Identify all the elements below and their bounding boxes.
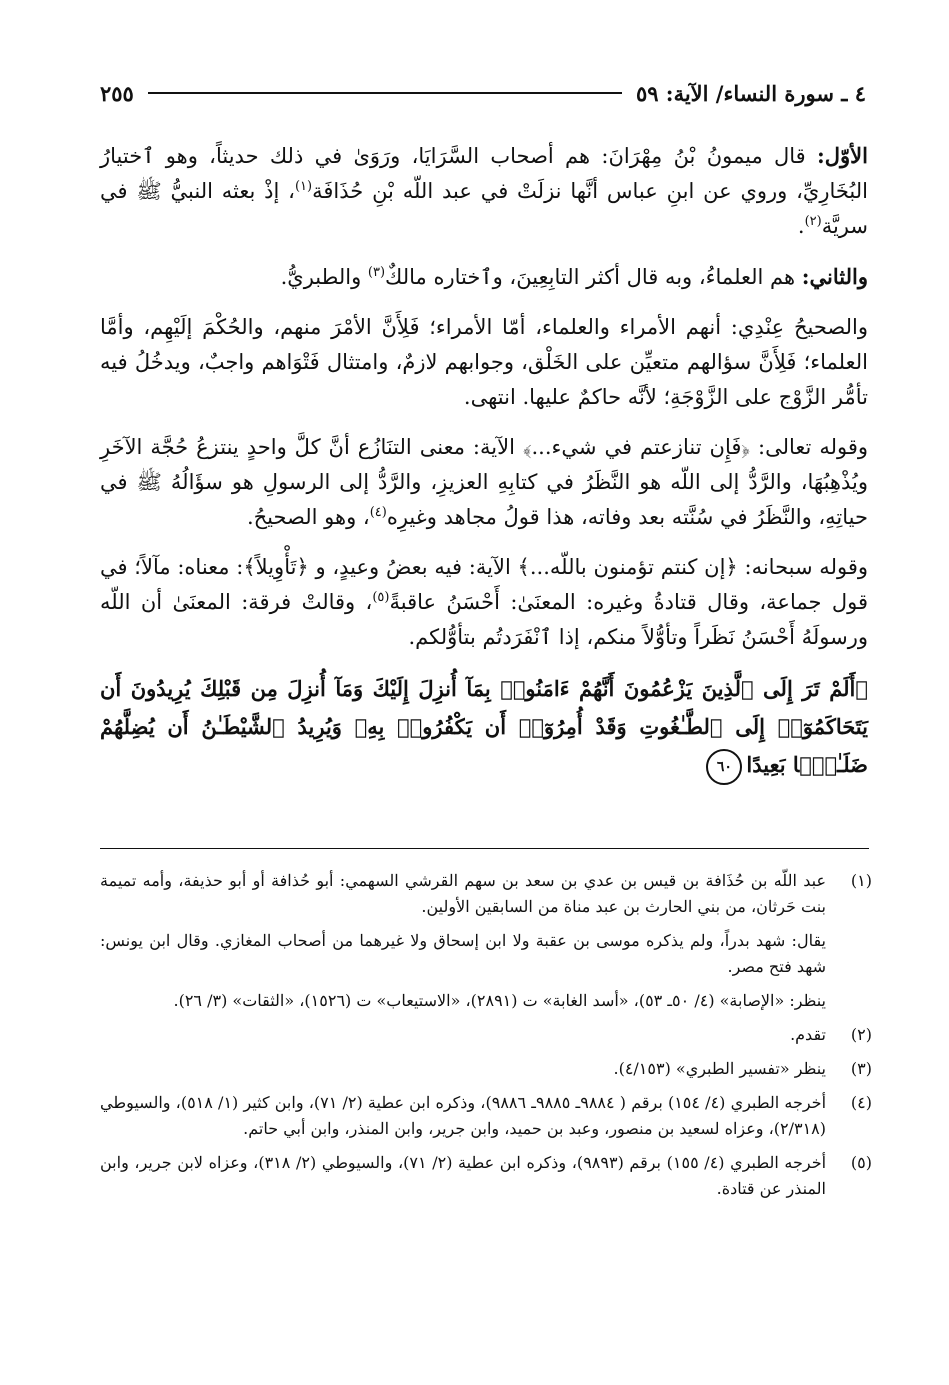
footnote-number: (٢) — [850, 1025, 872, 1044]
footnote-text: أخرجه الطبري (٤/ ١٥٤) برقم ( ٩٨٨٤ـ ٩٨٨٥ـ ٩٨٨٦)، وذكره ابن عطية (٢/ ٧١)، وابن كثير (١/ ٥١٨)، والسيوطي (٢/٣١٨)، وعزاه لسعيد بن منصور، وعبد بن حميد، وابن جرير، وابن المنذر، وابن أبي حاتم. — [100, 1093, 827, 1138]
footnote-text: ينظر: «الإصابة» (٤/ ٥٠ـ ٥٣)، «أسد الغابة» ت (٢٨٩١)، «الاستيعاب» ت (١٥٢٦)، «الثقات» (٣/ ٢٦). — [173, 991, 826, 1010]
footnotes — [100, 868, 872, 1210]
main-text — [100, 138, 868, 800]
footnote-ref[interactable]: (٥) — [372, 590, 390, 605]
footnote-text: تقدم. — [790, 1025, 826, 1044]
paragraph-lead: والثاني: — [801, 264, 868, 289]
paragraph-text: والطبريُّ. — [280, 265, 368, 289]
footnote-3 — [100, 1056, 872, 1082]
footnote-ref[interactable]: (٤) — [369, 505, 387, 520]
footnote-4 — [100, 1090, 872, 1142]
paragraph-text: وقوله سبحانه: ﴿إن كنتم تؤمنون باللّه...﴾ الآية: فيه بعضُ وعيدٍ، و ﴿تَأْوِيلاً﴾: معناه: مآلاً؛ في قول جماعة، وقال قتادةُ وغيره: المعنَىٰ: أَحْسَنُ عاقبةً — [100, 555, 868, 614]
paragraph-text: ، وقالتْ فرقة: المعنَىٰ أن اللّه ورسولَهُ أَحْسَنُ نَظَراً وتأوُّلاً منكم، إذا ٱنْفَرَدتُم بتأوُّلكم. — [100, 590, 868, 649]
page-header — [100, 78, 866, 108]
footnote-text: يقال: شهد بدراً، ولم يذكره موسى بن عقبة ولا ابن إسحاق ولا غيرهما من أصحاب المغازي. وقال ابن يونس: شهد فتح مصر. — [100, 931, 826, 976]
footnote-text: ينظر «تفسير الطبري» (٤/١٥٣). — [613, 1059, 826, 1078]
footnote-5 — [100, 1150, 872, 1202]
footnote-number: (١) — [850, 871, 872, 890]
footnote-body — [100, 868, 826, 1014]
paragraph-text: ، إذْ بعثه النبيُّ ﷺ في سريَّة — [100, 179, 868, 238]
footnote-number: (٤) — [850, 1093, 872, 1112]
footnote-separator — [100, 848, 869, 849]
footnote-text: عبد اللّه بن حُذَافة بن قيس بن عدي بن سعد بن سهم القرشي السهمي: أبو حُذافة أو أبو حذيفة، وأمه تميمة بنت حَرثان، من بني الحارث بن عبد مناة من السابقين الأولين. — [100, 871, 826, 916]
verse-text: ﴿أَلَمْ تَرَ إِلَى ٱلَّذِينَ يَزْعُمُونَ أَنَّهُمْ ءَامَنُوا۟ بِمَآ أُنزِلَ إِلَيْكَ وَمَآ أُنزِلَ مِن قَبْلِكَ يُرِيدُونَ أَن يَتَحَاكَمُوٓا۟ إِلَى ٱلطَّـٰغُوتِ وَقَدْ أُمِرُوٓا۟ أَن يَكْفُرُوا۟ بِهِۦ وَيُرِيدُ ٱلشَّيْطَـٰنُ أَن يُضِلَّهُمْ ضَلَـٰلًۢا بَعِيدًا — [100, 676, 868, 777]
footnote-text: أخرجه الطبري (٤/ ١٥٥) برقم (٩٨٩٣)، وذكره ابن عطية (٢/ ٧١)، والسيوطي (٢/ ٣١٨)، وعزاه لابن جرير، وابن المنذر عن قتادة. — [100, 1153, 827, 1198]
paragraph-correct-opinion: والصحيحُ عِنْدِي: أنهم الأمراء والعلماء، أمّا الأمراء؛ فَلِأَنَّ الأمْرَ منهم، والحُكْمَ إلَيْهِم، وأمَّا العلماء؛ فَلِأَنَّ سؤالهم متعيِّن على الخَلْق، وجوابهم لازمٌ، وامتثال فَتْوَاهم واجبٌ، ويدخُلُ فيه تأمُّر الزَّوْج على الزَّوْجَةِ؛ لأنَّه حاكمٌ عليها. انتهى. — [100, 315, 868, 409]
footnote-body — [100, 1022, 826, 1048]
paragraph-text: . — [797, 214, 805, 238]
paragraph-lead: الأوّل: — [817, 143, 868, 168]
paragraph-dispute — [100, 430, 868, 535]
running-title: ٤ ـ سورة النساء/ الآية: ٥٩ — [635, 80, 866, 106]
paragraph-text: ، وهو الصحيحُ. — [246, 505, 370, 529]
footnote-1 — [100, 868, 872, 1014]
footnote-2 — [100, 1022, 872, 1048]
footnote-body — [100, 1090, 826, 1142]
footnote-ref[interactable]: (٢) — [804, 214, 822, 229]
paragraph-text: وقوله تعالى: ﴿فَإِن تنازعتم في شيء...﴾ الآية: معنى التنَازُع أنَّ كلَّ واحدٍ ينتزعُ حُجَّة الآخَرِ ويُذْهِبُهَا، والرَّدُّ إلى اللّه هو النَّظَرُ في كتابِهِ العزيزِ، والرَّدُّ إلى الرسولِ هو سؤَالُهُ ﷺ في حياتِهِ، والنَّظَرُ في سُنَّته بعد وفاته، هذا قولُ مجاهد وغيرِه — [100, 435, 868, 529]
paragraph-second-opinion — [100, 259, 868, 295]
footnote-number: (٣) — [850, 1059, 872, 1078]
paragraph-text: قال ميمونُ بْنُ مِهْرَانَ: هم أصحاب السَّرَايَا، ورَوَىٰ في ذلك حديثاً، وهو ٱختيارُ البُخَارِيِّ، وروي عن ابنِ عباس أنَّها نزلَتْ في عبد اللّه بْنِ حُذَافَة — [100, 144, 868, 203]
footnote-body — [100, 1150, 826, 1202]
quran-verse — [100, 670, 868, 785]
paragraph-text: هم العلماءُ، وبه قال أكثر التابِعِينَ، وٱختاره مالكٌ — [385, 265, 802, 289]
footnote-number: (٥) — [850, 1153, 872, 1172]
ayah-number-icon: ٦٠ — [706, 749, 742, 785]
header-rule — [148, 92, 622, 94]
footnote-ref[interactable]: (٣) — [367, 265, 386, 280]
paragraph-interpretation — [100, 550, 868, 655]
paragraph-first-opinion — [100, 138, 868, 244]
footnote-ref[interactable]: (١) — [294, 179, 313, 194]
page-number: ٢٥٥ — [100, 80, 134, 106]
footnote-body — [100, 1056, 826, 1082]
